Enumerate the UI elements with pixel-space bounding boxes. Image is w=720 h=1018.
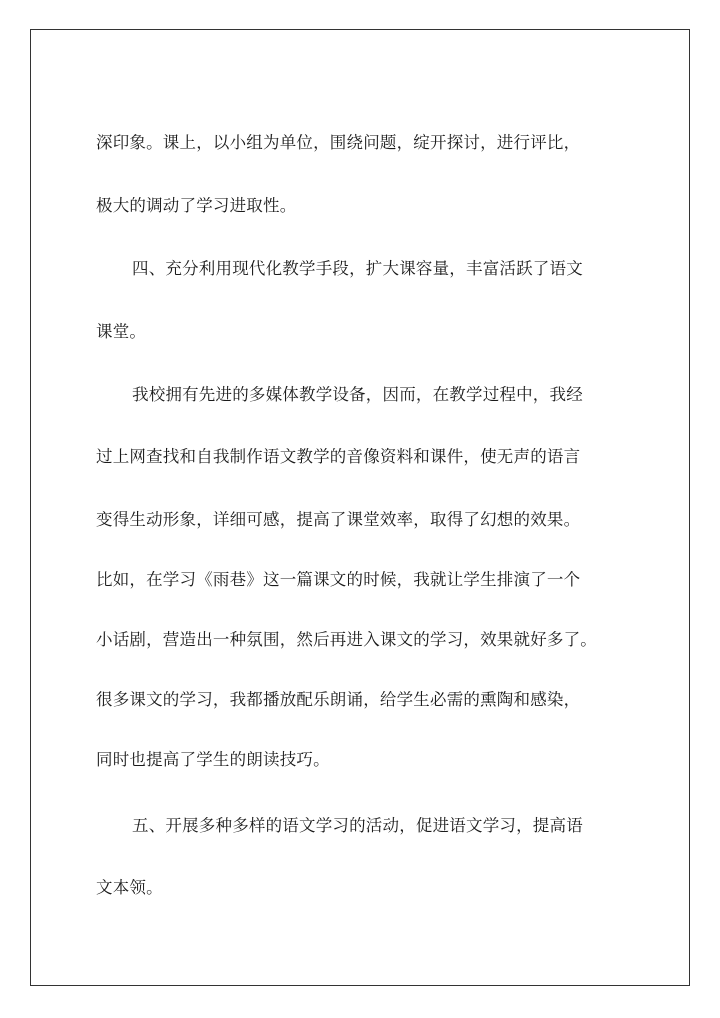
text-line: 深印象。课上，以小组为单位，围绕问题，绽开探讨，进行评比， xyxy=(96,133,581,152)
text-line: 小话剧，营造出一种氛围，然后再进入课文的学习，效果就好多了。 xyxy=(96,630,597,649)
text-line: 过上网查找和自我制作语文教学的音像资料和课件，使无声的语言 xyxy=(96,447,581,466)
text-line: 比如，在学习《雨巷》这一篇课文的时候，我就让学生排演了一个 xyxy=(96,570,581,589)
paragraph-heading: 四、充分利用现代化教学手段，扩大课容量，丰富活跃了语文 xyxy=(132,259,583,278)
text-line: 极大的调动了学习进取性。 xyxy=(96,196,297,215)
text-line: 我校拥有先进的多媒体教学设备，因而，在教学过程中，我经 xyxy=(132,385,583,404)
text-line: 很多课文的学习，我都播放配乐朗诵，给学生必需的熏陶和感染， xyxy=(96,690,581,709)
text-line: 课堂。 xyxy=(96,322,147,341)
page-border xyxy=(30,29,690,986)
text-line: 同时也提高了学生的朗读技巧。 xyxy=(96,750,330,769)
text-line: 文本领。 xyxy=(96,878,163,897)
text-line: 变得生动形象，详细可感，提高了课堂效率，取得了幻想的效果。 xyxy=(96,510,581,529)
paragraph-heading: 五、开展多种多样的语文学习的活动，促进语文学习，提高语 xyxy=(132,816,583,835)
